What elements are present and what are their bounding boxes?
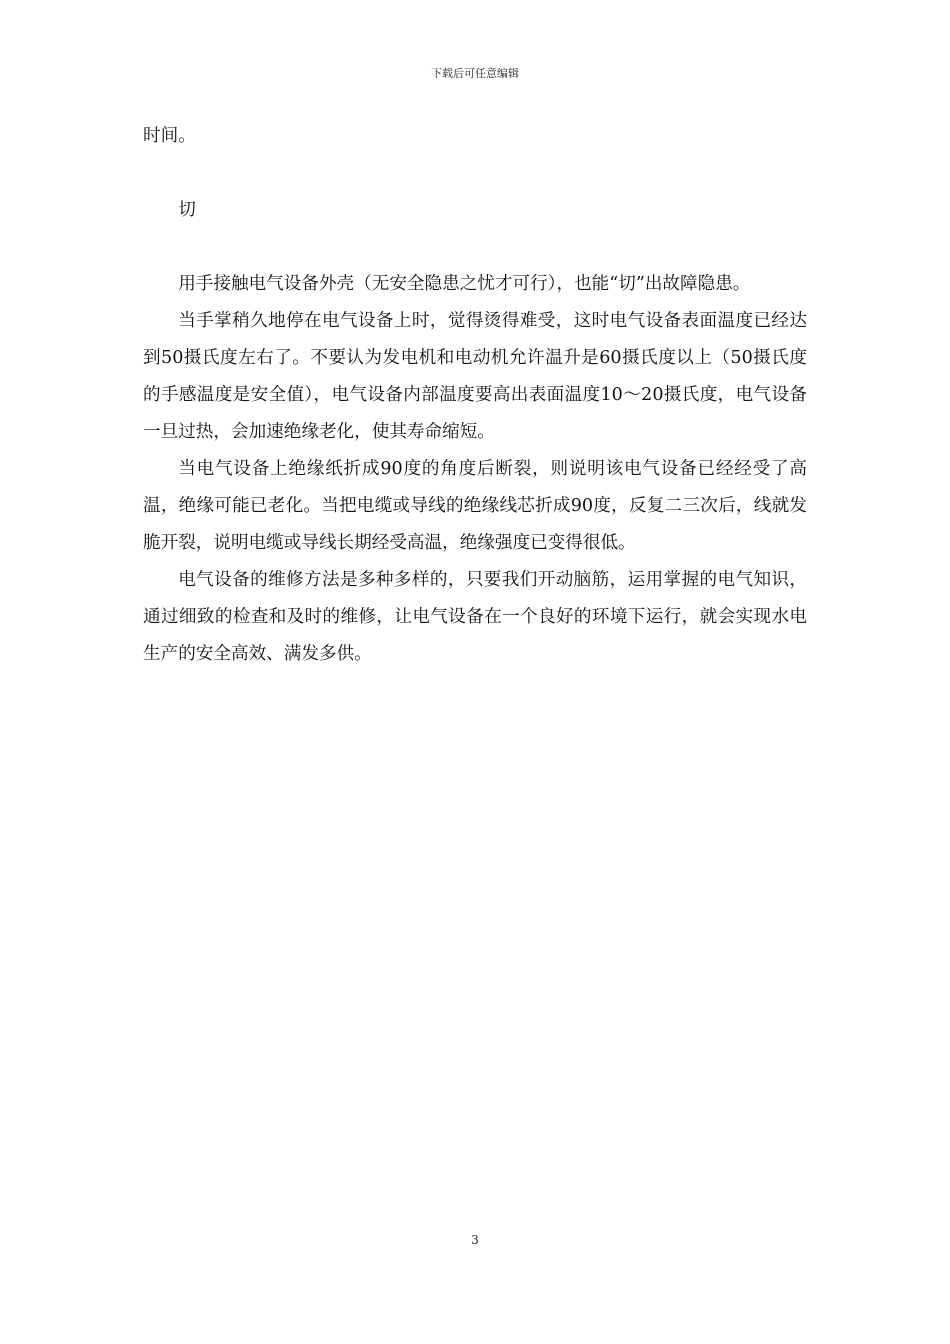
paragraph: 当电气设备上绝缘纸折成90度的角度后断裂，则说明该电气设备已经经受了高温，绝缘可能已老化。当把电缆或导线的绝缘线芯折成90度，反复二三次后，线就发脆开裂，说明电缆或导线长期经受高温，绝缘强度已变得很低。	[143, 459, 807, 553]
blank-line	[143, 229, 807, 266]
section-heading: 切	[178, 200, 196, 220]
paragraph: 当手掌稍久地停在电气设备上时，觉得烫得难受，这时电气设备表面温度已经达到50摄氏度左右了。不要认为发电机和电动机允许温升是60摄氏度以上（50摄氏度的手感温度是安全值），电气设备内部温度要高出表面温度10～20摄氏度，电气设备一旦过热，会加速绝缘老化，使其寿命缩短。	[143, 311, 807, 442]
page-header: 下载后可任意编辑	[431, 67, 519, 80]
paragraph: 用手接触电气设备外壳（无安全隐患之忧才可行），也能“切”出故障隐患。	[178, 274, 751, 294]
paragraph: 电气设备的维修方法是多种多样的，只要我们开动脑筋，运用掌握的电气知识，通过细致的检查和及时的维修，让电气设备在一个良好的环境下运行，就会实现水电生产的安全高效、满发多供。	[143, 570, 807, 664]
document-body	[143, 118, 807, 673]
page-number: 3	[471, 1233, 479, 1247]
blank-line	[143, 155, 807, 192]
paragraph-continuation: 时间。	[143, 126, 196, 146]
